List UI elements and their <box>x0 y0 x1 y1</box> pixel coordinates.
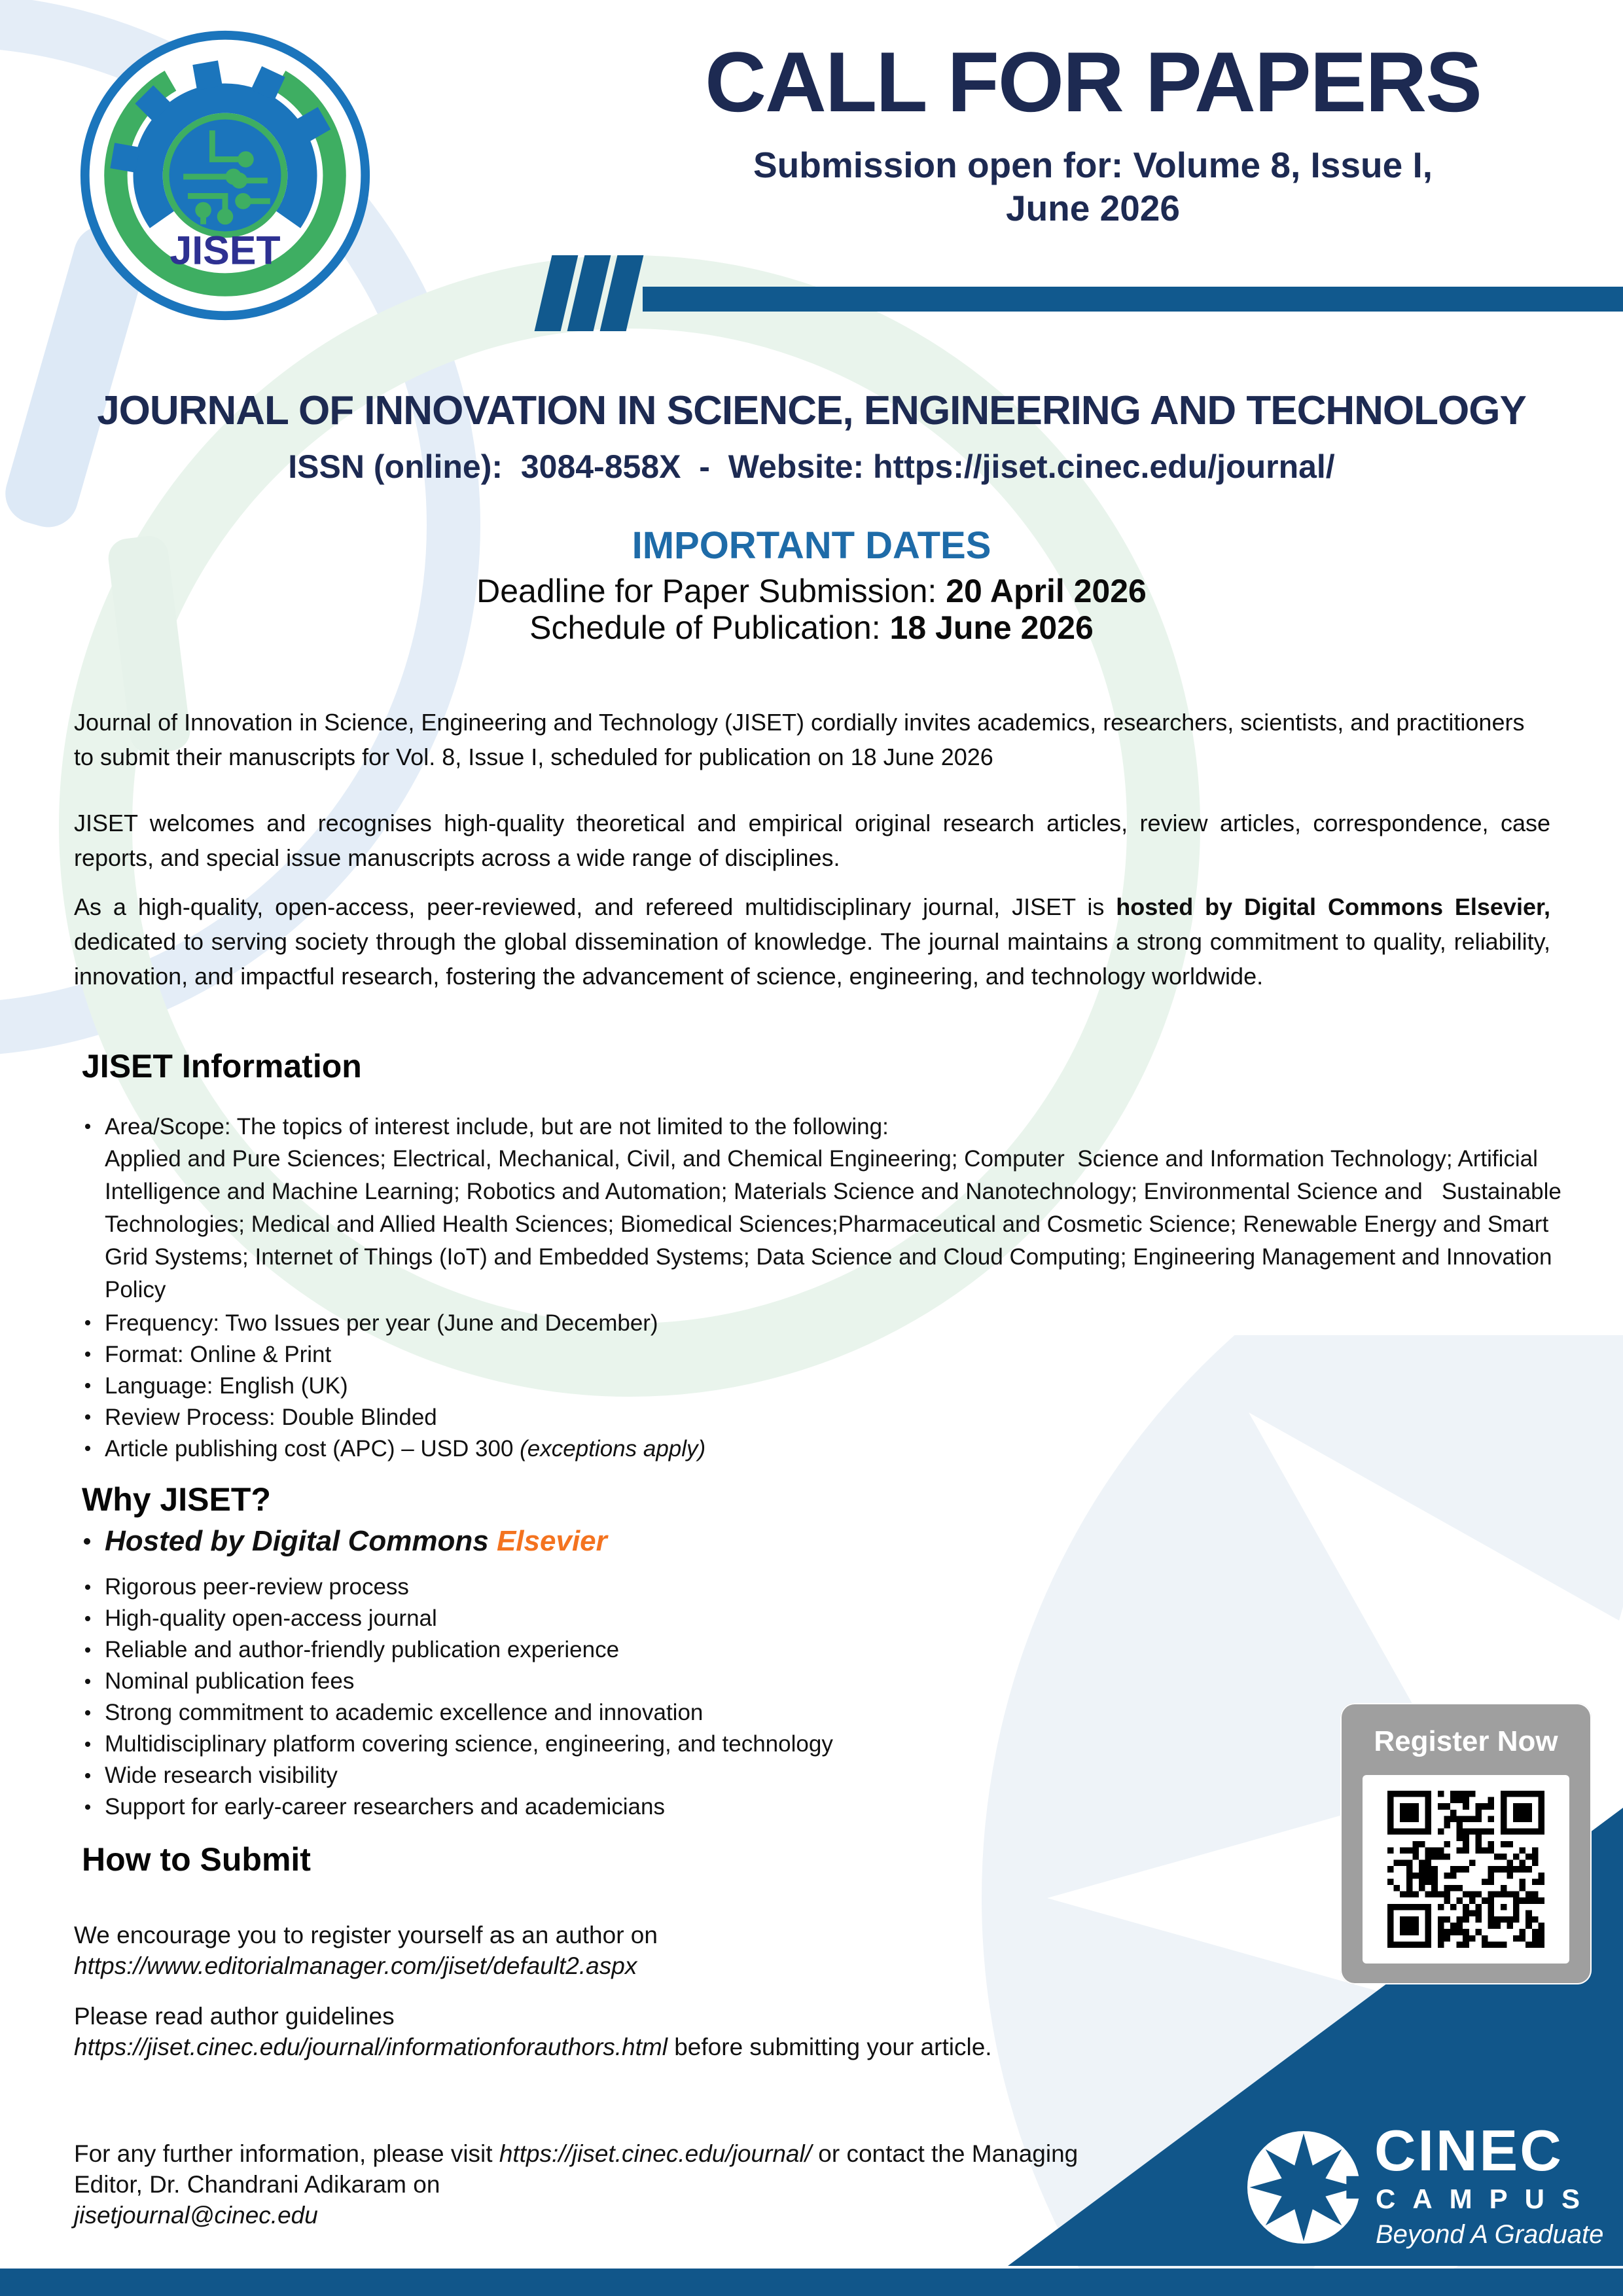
area-scope-topics: Applied and Pure Sciences; Electrical, Mechanical, Civil, and Chemical Engineering; Computer Science and Information Technology; Artificial Intelligence and Machine Learning; Robotics and Automation; Materials Science and Nanotechnology; Environmental Science and Sustainable Technologies; Medical and Allied Health Sciences; Biomedical Sciences;Pharmaceutical and Cosmetic Science; Renewable Energy and Smart Grid Systems; Internet of Things (IoT) and Embedded Systems; Data Science and Cloud Computing; Engineering Management and Innovation Policy <box>105 1146 1567 1302</box>
guidelines-suffix: before submitting your article. <box>667 2034 992 2060</box>
editorial-manager-url[interactable]: https://www.editorialmanager.com/jiset/default2.aspx <box>74 1952 637 1979</box>
deco-rule <box>643 287 1623 312</box>
issn-website-line: ISSN (online): 3084-858X - Website: https://jiset.cinec.edu/journal/ <box>288 448 1335 485</box>
submission-line-2: June 2026 <box>1005 188 1180 229</box>
area-scope-label: Area/Scope: The topics of interest include, but are not limited to the following: <box>105 1114 889 1139</box>
schedule-value: 18 June 2026 <box>889 609 1094 646</box>
list-item-language: Language: English (UK) <box>77 1372 1582 1401</box>
journal-website-url[interactable]: https://jiset.cinec.edu/journal/ <box>499 2140 812 2167</box>
cinec-brand-campus: CAMPUS <box>1376 2183 1597 2214</box>
contact-text-mid: or contact the Managing Editor, Dr. Chandrani Adikaram on <box>74 2140 1079 2198</box>
list-item: Multidisciplinary platform covering science, engineering, and technology <box>77 1731 1321 1758</box>
why-jiset-list <box>77 1573 1321 1825</box>
footer-band <box>0 2269 1623 2296</box>
register-now-label: Register Now <box>1374 1725 1558 1757</box>
managing-editor-email[interactable]: jisetjournal@cinec.edu <box>74 2202 318 2229</box>
section-heading-why-jiset: Why JISET? <box>82 1481 271 1518</box>
list-item: Support for early-career researchers and academicians <box>77 1793 1321 1821</box>
list-item: Wide research visibility <box>77 1762 1321 1789</box>
list-item-apc <box>77 1435 1582 1463</box>
submit-paragraph-contact <box>74 2138 1095 2231</box>
cinec-logo-mark <box>1247 2131 1360 2244</box>
intro-paragraph-2: JISET welcomes and recognises high-quality theoretical and empirical original research articles, review articles, correspondence, case reports, and special issue manuscripts across a wide range of disciplines. <box>74 810 1550 871</box>
list-item: High-quality open-access journal <box>77 1605 1321 1632</box>
elsevier-highlight: Elsevier <box>496 1525 607 1557</box>
deadline-value: 20 April 2026 <box>946 573 1147 609</box>
list-item: Strong commitment to academic excellence and innovation <box>77 1699 1321 1727</box>
hosted-prefix: Hosted by Digital Commons <box>105 1525 497 1557</box>
deadline-line <box>0 572 1623 610</box>
submission-line-1: Submission open for: Volume 8, Issue I, <box>753 145 1433 186</box>
list-item-area-scope <box>77 1113 1582 1306</box>
page-title: CALL FOR PAPERS <box>705 34 1481 130</box>
list-item: Rigorous peer-review process <box>77 1573 1321 1601</box>
schedule-line <box>0 609 1623 647</box>
important-dates-heading: IMPORTANT DATES <box>632 524 991 567</box>
author-guidelines-url[interactable]: https://jiset.cinec.edu/journal/informationforauthors.html <box>74 2034 668 2060</box>
list-item-format: Format: Online & Print <box>77 1340 1582 1369</box>
guidelines-instruction: Please read author guidelines <box>74 2003 395 2030</box>
logo-wordmark: JISET <box>169 228 281 273</box>
jiset-logo <box>77 27 373 323</box>
submission-subtitle <box>563 143 1623 230</box>
p3-text: As a high-quality, open-access, peer-reviewed, and refereed multidisciplinary journal, JISET is <box>74 893 1116 920</box>
qr-code-panel <box>1363 1775 1569 1964</box>
qr-code[interactable] <box>1387 1791 1544 1948</box>
list-item: Nominal publication fees <box>77 1668 1321 1695</box>
list-item: Reliable and author-friendly publication experience <box>77 1636 1321 1664</box>
section-heading-how-to-submit: How to Submit <box>82 1841 311 1878</box>
section-heading-jiset-information: JISET Information <box>82 1048 362 1085</box>
register-now-card[interactable] <box>1340 1703 1592 1984</box>
p3-hosted-bold: hosted by Digital Commons Elsevier, <box>1116 893 1550 920</box>
apc-exceptions-note: (exceptions apply) <box>520 1436 706 1462</box>
header-block <box>563 34 1623 230</box>
register-instruction: We encourage you to register yourself as an author on <box>74 1922 658 1948</box>
journal-title: JOURNAL OF INNOVATION IN SCIENCE, ENGINEERING AND TECHNOLOGY <box>97 388 1526 433</box>
list-item-frequency: Frequency: Two Issues per year (June and December) <box>77 1309 1582 1338</box>
cinec-tagline: Beyond A Graduate <box>1376 2220 1604 2249</box>
p3-text-after: dedicated to serving society through the global dissemination of knowledge. The journal maintains a strong commitment to quality, reliability, innovation, and impactful research, fostering the advancement of science, engineering, and technology worldwide. <box>74 927 1550 990</box>
submit-paragraph-guidelines <box>74 2001 1010 2062</box>
hosted-by-line <box>77 1525 1283 1558</box>
cinec-brand-name: CINEC <box>1374 2118 1563 2183</box>
apc-label: Article publishing cost (APC) – USD 300 <box>105 1436 520 1462</box>
deadline-label: Deadline for Paper Submission: <box>476 573 946 609</box>
intro-paragraph-1: Journal of Innovation in Science, Engineering and Technology (JISET) cordially invites academics, researchers, scientists, and practitioners to submit their manuscripts for Vol. 8, Issue I, scheduled for publication on 18 June 2026 <box>74 709 1525 770</box>
jiset-information-list <box>77 1113 1582 1466</box>
intro-paragraph-3 <box>74 890 1550 994</box>
submit-paragraph-register <box>74 1920 1186 1981</box>
contact-text: For any further information, please visit <box>74 2140 499 2167</box>
schedule-label: Schedule of Publication: <box>529 609 890 646</box>
list-item-review-process: Review Process: Double Blinded <box>77 1403 1582 1432</box>
